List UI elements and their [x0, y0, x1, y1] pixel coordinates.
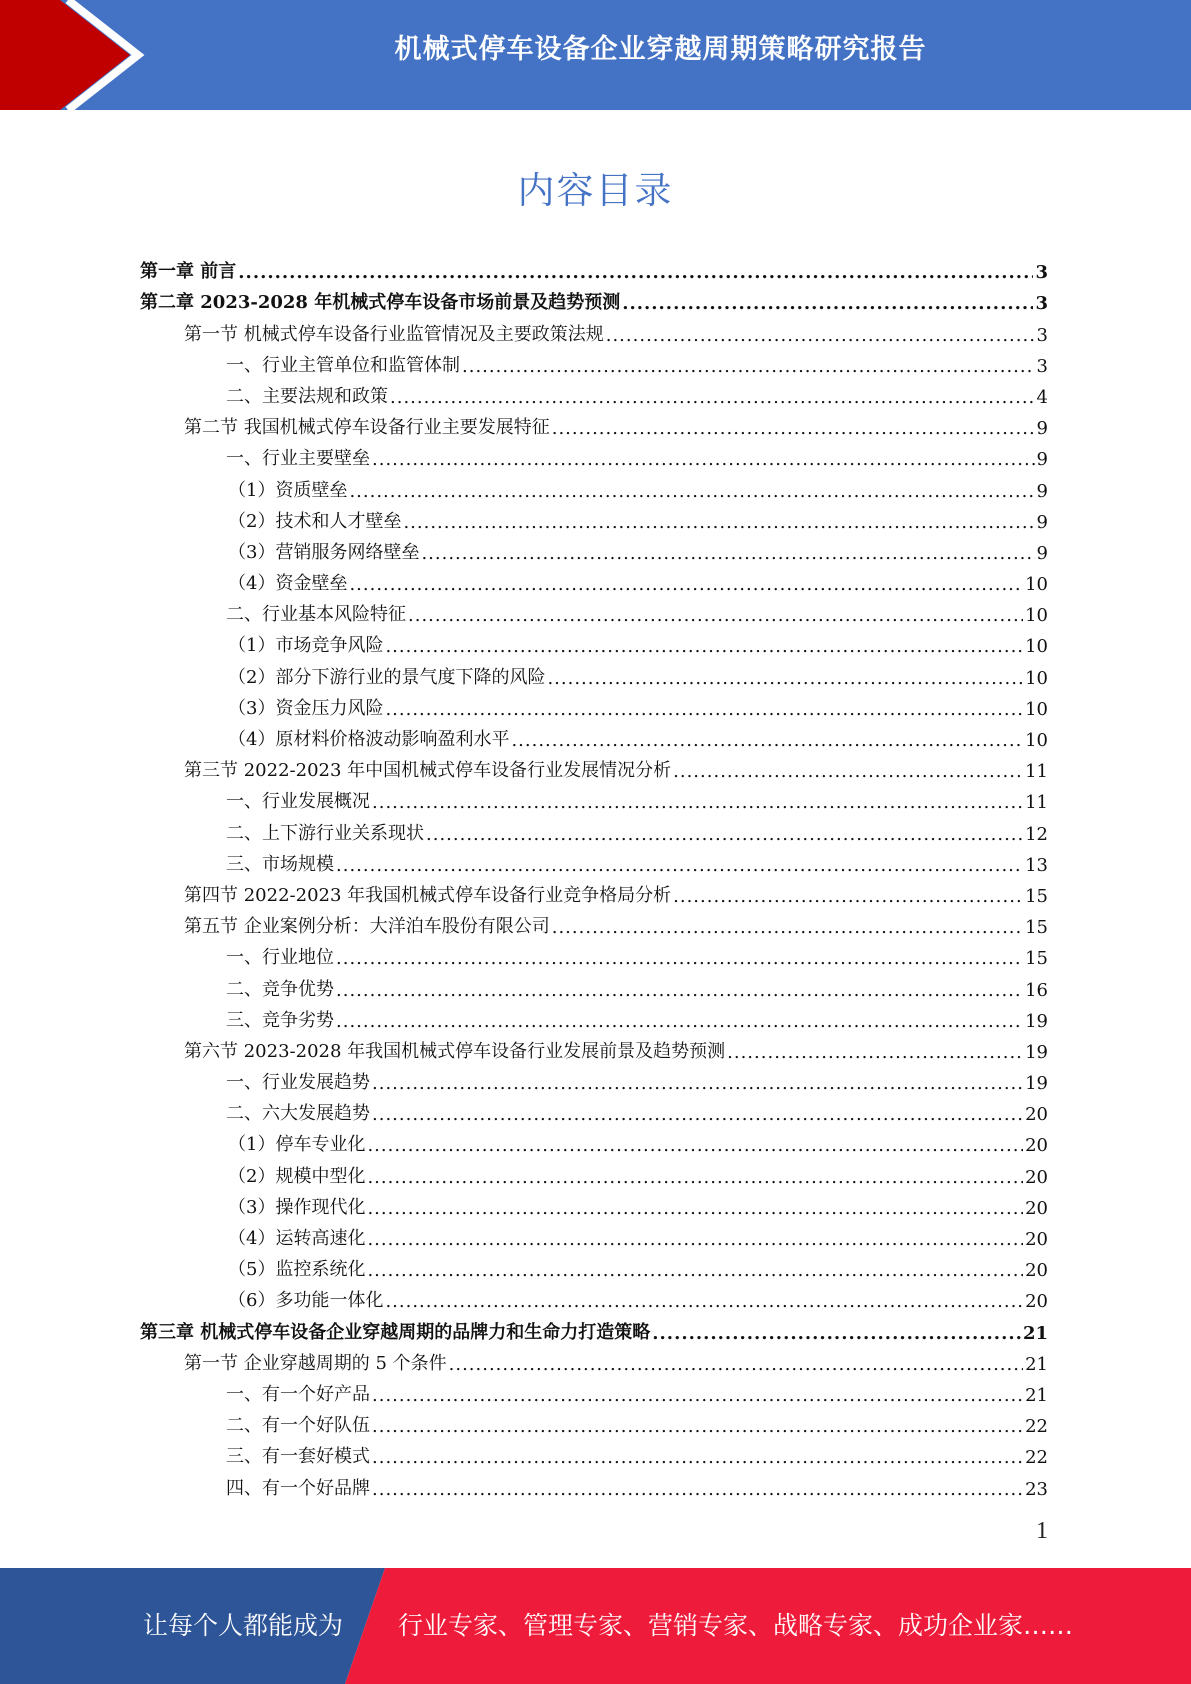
- toc-entry[interactable]: [140, 1032, 1048, 1063]
- toc-entry-label: 一、行业地位: [226, 947, 334, 969]
- toc-dot-leader: [367, 1229, 1023, 1250]
- toc-dot-leader: [367, 1198, 1023, 1219]
- toc-entry[interactable]: [140, 595, 1048, 626]
- toc-entry[interactable]: [140, 813, 1048, 844]
- toc-entry[interactable]: [140, 1156, 1048, 1187]
- toc-entry-label: 第三章 机械式停车设备企业穿越周期的品牌力和生命力打造策略: [140, 1321, 651, 1343]
- toc-entry-label: （1）市场竞争风险: [228, 635, 384, 657]
- toc-dot-leader: [372, 1385, 1023, 1406]
- toc-entry[interactable]: [140, 938, 1048, 969]
- toc-entry[interactable]: [140, 1063, 1048, 1094]
- toc-entry-label: 一、行业发展趋势: [226, 1072, 370, 1094]
- toc-entry-label: （1）停车专业化: [228, 1134, 366, 1156]
- toc-entry[interactable]: [140, 408, 1048, 439]
- toc-dot-leader: [652, 1323, 1021, 1344]
- toc-entry[interactable]: [140, 1344, 1048, 1375]
- toc-dot-leader: [511, 730, 1023, 751]
- toc-entry-page: 4: [1036, 386, 1048, 408]
- toc-entry-page: 10: [1025, 667, 1048, 689]
- toc-entry-label: 第一章 前言: [140, 261, 237, 283]
- toc-entry[interactable]: [140, 907, 1048, 938]
- toc-entry-label: （1）资质壁垒: [228, 479, 348, 501]
- toc-entry[interactable]: [140, 782, 1048, 813]
- toc-entry-label: （4）资金壁垒: [228, 573, 348, 595]
- toc-entry-label: 第六节 2023-2028 年我国机械式停车设备行业发展前景及趋势预测: [184, 1040, 726, 1062]
- toc-entry-label: 二、六大发展趋势: [226, 1103, 370, 1125]
- toc-dot-leader: [552, 418, 1035, 439]
- toc-entry[interactable]: [140, 720, 1048, 751]
- toc-entry[interactable]: [140, 1281, 1048, 1312]
- toc-entry-page: 21: [1025, 1384, 1048, 1406]
- toc-dot-leader: [367, 1167, 1023, 1188]
- toc-entry-page: 16: [1025, 979, 1048, 1001]
- toc-entry[interactable]: [140, 1219, 1048, 1250]
- toc-entry-page: 22: [1025, 1416, 1048, 1438]
- toc-entry-page: 9: [1036, 480, 1048, 502]
- toc-dot-leader: [349, 481, 1034, 502]
- toc-dot-leader: [372, 1104, 1023, 1125]
- toc-entry-page: 11: [1025, 792, 1048, 814]
- toc-dot-leader: [547, 668, 1023, 689]
- table-of-contents: [140, 252, 1048, 1500]
- toc-dot-leader: [606, 325, 1035, 346]
- toc-entry[interactable]: [140, 1188, 1048, 1219]
- toc-dot-leader: [449, 1354, 1023, 1375]
- toc-entry-page: 10: [1025, 730, 1048, 751]
- toc-entry-page: 9: [1036, 511, 1048, 533]
- toc-entry[interactable]: [140, 751, 1048, 782]
- toc-entry-page: 23: [1025, 1478, 1048, 1500]
- toc-dot-leader: [336, 948, 1023, 969]
- toc-dot-leader: [403, 512, 1034, 533]
- toc-entry[interactable]: [140, 564, 1048, 595]
- toc-entry-page: 3: [1035, 262, 1048, 284]
- toc-entry-page: 3: [1035, 293, 1048, 315]
- footer-slogan-right: 行业专家、管理专家、营销专家、战略专家、成功企业家……: [398, 1611, 1074, 1640]
- toc-entry-label: 第五节 企业案例分析：大洋泊车股份有限公司: [184, 916, 550, 938]
- page-header-band: [0, 0, 1191, 110]
- toc-entry-page: 3: [1036, 355, 1048, 377]
- toc-entry[interactable]: [140, 626, 1048, 657]
- toc-entry-label: （2）部分下游行业的景气度下降的风险: [228, 666, 546, 688]
- toc-entry-page: 20: [1025, 1229, 1048, 1250]
- toc-dot-leader: [372, 1073, 1023, 1094]
- toc-entry-label: 第二章 2023-2028 年机械式停车设备市场前景及趋势预测: [140, 292, 621, 314]
- toc-entry-page: 10: [1025, 698, 1048, 720]
- toc-entry-page: 10: [1025, 636, 1048, 658]
- toc-entry-page: 10: [1025, 605, 1048, 627]
- toc-dot-leader: [390, 387, 1035, 408]
- toc-entry-page: 20: [1025, 1135, 1048, 1157]
- toc-entry[interactable]: [140, 1001, 1048, 1032]
- toc-dot-leader: [673, 886, 1023, 907]
- report-title: 机械式停车设备企业穿越周期策略研究报告: [394, 34, 927, 65]
- toc-dot-leader: [372, 1447, 1023, 1468]
- page-number: 1: [1036, 1518, 1048, 1544]
- toc-dot-leader: [385, 699, 1023, 720]
- toc-entry-label: 四、有一个好品牌: [226, 1477, 370, 1499]
- toc-entry[interactable]: [140, 1125, 1048, 1156]
- header-red-arrow: [0, 0, 130, 110]
- toc-dot-leader: [349, 574, 1023, 595]
- toc-entry-page: 20: [1025, 1104, 1048, 1126]
- toc-entry-label: 二、有一个好队伍: [226, 1415, 370, 1437]
- toc-entry[interactable]: [140, 533, 1048, 564]
- toc-entry[interactable]: [140, 470, 1048, 501]
- toc-entry[interactable]: [140, 1375, 1048, 1406]
- toc-entry-label: 三、竞争劣势: [226, 1009, 334, 1031]
- footer-slogan-left: 让每个人都能成为: [143, 1611, 344, 1640]
- toc-entry[interactable]: [140, 1312, 1048, 1343]
- toc-dot-leader: [372, 449, 1035, 470]
- toc-entry-label: 一、行业主要壁垒: [226, 448, 370, 470]
- toc-entry[interactable]: [140, 876, 1048, 907]
- toc-dot-leader: [673, 761, 1023, 782]
- toc-entry-label: 第三节 2022-2023 年中国机械式停车设备行业发展情况分析: [184, 760, 672, 782]
- toc-entry-label: 一、行业发展概况: [226, 791, 370, 813]
- toc-entry-label: （2）技术和人才壁垒: [228, 510, 402, 532]
- toc-dot-leader: [372, 1479, 1023, 1500]
- toc-entry-page: 9: [1036, 418, 1048, 440]
- toc-dot-leader: [336, 980, 1023, 1001]
- toc-entry-page: 21: [1025, 1353, 1048, 1375]
- toc-entry[interactable]: [140, 969, 1048, 1000]
- toc-entry-label: 二、竞争优势: [226, 978, 334, 1000]
- toc-entry[interactable]: [140, 1437, 1048, 1468]
- toc-entry-label: （3）操作现代化: [228, 1196, 366, 1218]
- toc-entry-label: 第一节 企业穿越周期的 5 个条件: [184, 1352, 447, 1374]
- toc-entry-page: 20: [1025, 1260, 1048, 1282]
- toc-entry-page: 19: [1025, 1010, 1048, 1032]
- toc-entry-label: 二、上下游行业关系现状: [226, 822, 424, 844]
- toc-entry[interactable]: [140, 657, 1048, 688]
- toc-entry-label: （5）监控系统化: [228, 1259, 366, 1281]
- toc-dot-leader: [622, 293, 1033, 314]
- toc-entry-page: 20: [1025, 1166, 1048, 1188]
- page-footer-band: [0, 1568, 1191, 1684]
- toc-dot-leader: [372, 792, 1023, 813]
- toc-entry[interactable]: [140, 346, 1048, 377]
- toc-dot-leader: [372, 1416, 1023, 1437]
- toc-entry-label: 第一节 机械式停车设备行业监管情况及主要政策法规: [184, 323, 604, 345]
- toc-entry-label: 一、行业主管单位和监管体制: [226, 354, 460, 376]
- toc-dot-leader: [367, 1260, 1023, 1281]
- toc-dot-leader: [421, 543, 1034, 564]
- toc-dot-leader: [408, 605, 1023, 626]
- toc-entry-page: 3: [1036, 324, 1048, 346]
- toc-entry[interactable]: [140, 689, 1048, 720]
- toc-dot-leader: [385, 1291, 1023, 1312]
- toc-entry-label: 第二节 我国机械式停车设备行业主要发展特征: [184, 417, 550, 439]
- toc-dot-leader: [462, 356, 1035, 377]
- toc-dot-leader: [385, 636, 1023, 657]
- toc-entry[interactable]: [140, 377, 1048, 408]
- toc-entry-page: 21: [1022, 1322, 1048, 1344]
- toc-dot-leader: [426, 824, 1023, 845]
- toc-entry-page: 9: [1036, 449, 1048, 471]
- toc-entry[interactable]: [140, 502, 1048, 533]
- toc-entry-page: 13: [1025, 854, 1048, 876]
- toc-entry-label: 三、有一套好模式: [226, 1446, 370, 1468]
- toc-entry-page: 20: [1025, 1291, 1048, 1313]
- toc-entry-page: 10: [1025, 574, 1048, 596]
- toc-entry-page: 15: [1025, 917, 1048, 939]
- toc-dot-leader: [238, 262, 1033, 283]
- toc-entry-label: （3）营销服务网络壁垒: [228, 541, 420, 563]
- toc-dot-leader: [552, 917, 1023, 938]
- toc-entry-label: 一、有一个好产品: [226, 1383, 370, 1405]
- toc-entry-page: 20: [1025, 1197, 1048, 1219]
- toc-entry-label: 三、市场规模: [226, 853, 334, 875]
- toc-entry-label: 二、主要法规和政策: [226, 385, 388, 407]
- toc-entry[interactable]: [140, 252, 1048, 283]
- toc-entry-label: 二、行业基本风险特征: [226, 604, 406, 626]
- toc-entry-label: （4）运转高速化: [228, 1228, 366, 1249]
- toc-entry-page: 15: [1025, 885, 1048, 907]
- toc-entry[interactable]: [140, 1094, 1048, 1125]
- toc-entry-label: （4）原材料价格波动影响盈利水平: [228, 729, 510, 750]
- toc-entry-label: （6）多功能一体化: [228, 1290, 384, 1312]
- toc-entry-page: 9: [1036, 542, 1048, 564]
- toc-entry[interactable]: [140, 314, 1048, 345]
- toc-dot-leader: [336, 855, 1023, 876]
- toc-entry[interactable]: [140, 1468, 1048, 1499]
- toc-entry-label: 第四节 2022-2023 年我国机械式停车设备行业竞争格局分析: [184, 884, 672, 906]
- toc-entry-page: 12: [1025, 823, 1048, 845]
- toc-dot-leader: [727, 1042, 1023, 1063]
- toc-entry[interactable]: [140, 283, 1048, 314]
- toc-entry[interactable]: [140, 845, 1048, 876]
- toc-entry[interactable]: [140, 1406, 1048, 1437]
- toc-entry-page: 11: [1025, 761, 1048, 783]
- toc-entry-label: （3）资金压力风险: [228, 697, 384, 719]
- toc-entry[interactable]: [140, 1250, 1048, 1281]
- toc-heading: 内容目录: [517, 169, 674, 212]
- toc-entry-page: 22: [1025, 1447, 1048, 1469]
- toc-entry-page: 15: [1025, 948, 1048, 970]
- toc-dot-leader: [336, 1011, 1023, 1032]
- toc-entry-label: （2）规模中型化: [228, 1165, 366, 1187]
- toc-dot-leader: [367, 1135, 1023, 1156]
- toc-entry-page: 19: [1025, 1073, 1048, 1095]
- toc-entry-page: 19: [1025, 1041, 1048, 1063]
- toc-entry[interactable]: [140, 439, 1048, 470]
